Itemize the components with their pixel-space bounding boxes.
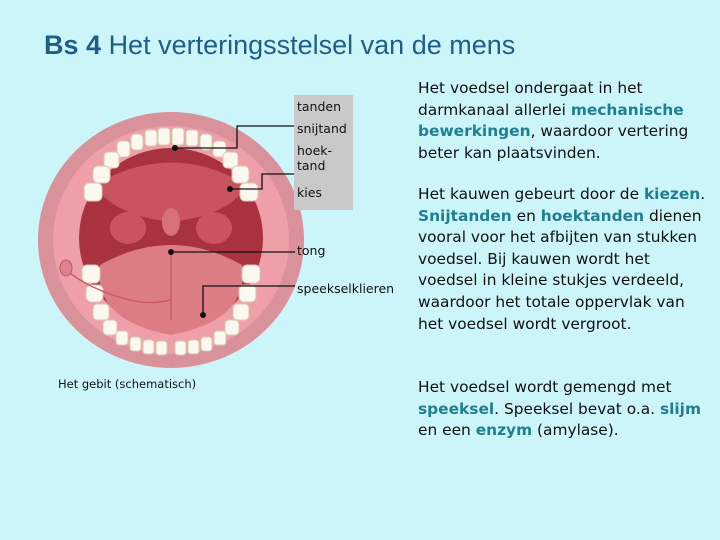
p3-text-1: Het voedsel wordt gemengd met [418, 378, 672, 396]
tonsil-left [110, 212, 146, 244]
p3-highlight-3: enzym [475, 421, 533, 440]
p3-text-2: . Speeksel bevat o.a. [494, 399, 660, 418]
label-tong: tong [297, 243, 326, 258]
p2-highlight-1: kiezen [643, 185, 701, 203]
paragraph-speeksel [418, 377, 713, 442]
p1-text-2: , waardoor vertering beter kan plaatsvinden. [418, 122, 689, 162]
label-tanden: tanden [297, 99, 342, 114]
section-number: Bs 4 [44, 30, 102, 60]
p2-text-2: . [700, 185, 706, 203]
p2-text-4: dienen vooral voor het afbijten van stukken voedsel. Bij kauwen wordt het voedsel in kleine stukjes verdeeld, waardoor het totale oppervlak van het voedsel wordt vergroot. [418, 206, 702, 333]
diagram-caption: Het gebit (schematisch) [58, 377, 197, 391]
p3-highlight-1: speeksel [418, 399, 495, 418]
p2-text-1: Het kauwen gebeurt door de [418, 185, 644, 203]
p1-text-1: Het voedsel ondergaat in het darmkanaal allerlei [418, 79, 643, 119]
label-speekselklieren: speekselklieren [297, 281, 395, 296]
tonsil-right [196, 212, 232, 244]
paragraph-mechanische-bewerkingen [418, 78, 713, 164]
p1-highlight-1: mechanische bewerkingen [418, 100, 684, 141]
p2-text-3: en [511, 206, 541, 225]
p3-text-4: (amylase). [532, 421, 619, 440]
p2-highlight-3: hoektanden [540, 206, 645, 225]
title-text: Het verteringsstelsel van de mens [108, 30, 516, 60]
salivary-gland [60, 260, 72, 276]
p3-highlight-2: slijm [659, 399, 701, 418]
label-kies: kies [297, 185, 322, 200]
label-snijtand: snijtand [297, 121, 347, 136]
paragraph-kauwen [418, 184, 713, 335]
p3-text-3: en een [418, 421, 476, 440]
mouth-diagram [0, 0, 420, 400]
p2-highlight-2: Snijtanden [418, 206, 512, 225]
label-hoektand: hoek- tand [297, 143, 333, 173]
uvula [162, 208, 180, 236]
